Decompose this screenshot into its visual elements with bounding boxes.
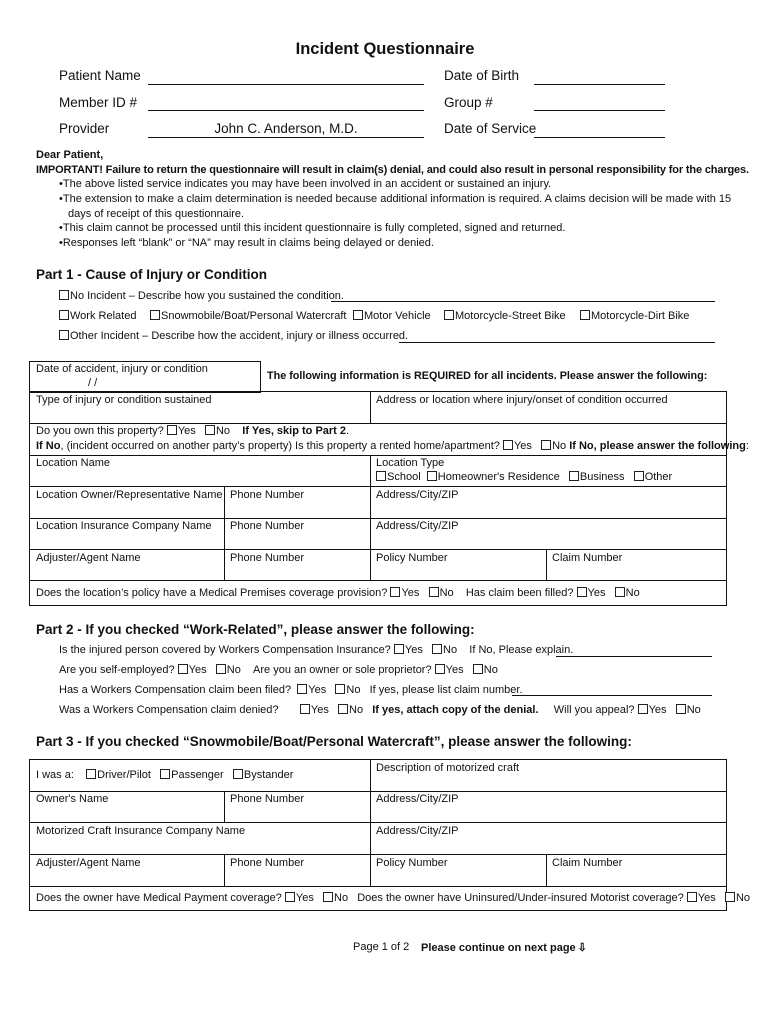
checkbox[interactable] bbox=[376, 471, 386, 481]
checkbox[interactable] bbox=[300, 704, 310, 714]
claim-denied-question: Was a Workers Compensation claim denied? Yes No If yes, attach copy of the denial. Will you appeal? Yes No bbox=[59, 704, 701, 716]
checkbox[interactable] bbox=[634, 471, 644, 481]
intro-bullet: •This claim cannot be processed until this incident questionnaire is fully completed, signed and returned. bbox=[59, 222, 566, 234]
page-number: Page 1 of 2 bbox=[353, 941, 410, 953]
checkbox[interactable] bbox=[86, 769, 96, 779]
checkbox[interactable] bbox=[338, 704, 348, 714]
no-incident-option[interactable]: No Incident – Describe how you sustained the condition. bbox=[59, 290, 344, 302]
page-title: Incident Questionnaire bbox=[295, 40, 475, 58]
option-motorcycle-street[interactable]: Motorcycle-Street Bike bbox=[444, 310, 566, 322]
divider bbox=[546, 854, 547, 886]
claim-number-label: Claim Number bbox=[552, 857, 623, 869]
member-id-label: Member ID # bbox=[59, 95, 138, 110]
checkbox[interactable] bbox=[59, 290, 69, 300]
rented-property-question: If No, (incident occurred on another party’s property) Is this property a rented home/apartment? Yes No If No, please answer the following: bbox=[36, 440, 749, 452]
owner-rep-label: Location Owner/Representative Name bbox=[36, 489, 223, 501]
option-motor-vehicle[interactable]: Motor Vehicle bbox=[353, 310, 431, 322]
continue-note: Please continue on next page ⇩ bbox=[421, 942, 587, 954]
checkbox[interactable] bbox=[59, 330, 69, 340]
checkbox[interactable] bbox=[577, 587, 587, 597]
checkbox[interactable] bbox=[160, 769, 170, 779]
checkbox[interactable] bbox=[427, 471, 437, 481]
checkbox[interactable] bbox=[725, 892, 735, 902]
down-arrow-icon: ⇩ bbox=[577, 942, 587, 954]
self-employed-question: Are you self-employed? Yes No Are you an owner or sole proprietor? Yes No bbox=[59, 664, 498, 676]
patient-name-label: Patient Name bbox=[59, 68, 141, 83]
address-label: Address/City/ZIP bbox=[376, 520, 459, 532]
part1-heading: Part 1 - Cause of Injury or Condition bbox=[36, 267, 268, 282]
location-type-label: Location Type bbox=[376, 457, 445, 469]
option-motorcycle-dirt[interactable]: Motorcycle-Dirt Bike bbox=[580, 310, 689, 322]
no-incident-description-field[interactable] bbox=[331, 301, 715, 302]
owner-name-label: Owner's Name bbox=[36, 793, 109, 805]
option-work-related[interactable]: Work Related bbox=[59, 310, 136, 322]
checkbox[interactable] bbox=[676, 704, 686, 714]
required-note: The following information is REQUIRED for all incidents. Please answer the following: bbox=[267, 370, 708, 382]
checkbox[interactable] bbox=[335, 684, 345, 694]
checkbox[interactable] bbox=[353, 310, 363, 320]
checkbox[interactable] bbox=[390, 587, 400, 597]
date-of-service-label: Date of Service bbox=[444, 121, 537, 136]
divider bbox=[29, 486, 727, 487]
checkbox[interactable] bbox=[432, 644, 442, 654]
divider bbox=[546, 549, 547, 580]
divider bbox=[29, 549, 727, 550]
checkbox[interactable] bbox=[473, 664, 483, 674]
part3-heading: Part 3 - If you checked “Snowmobile/Boat/Personal Watercraft”, please answer the following: bbox=[36, 734, 632, 749]
option-snowmobile[interactable]: Snowmobile/Boat/Personal Watercraft bbox=[150, 310, 346, 322]
own-property-question: Do you own this property? Yes No If Yes, skip to Part 2. bbox=[36, 425, 350, 437]
dob-label: Date of Birth bbox=[444, 68, 520, 83]
checkbox[interactable] bbox=[167, 425, 177, 435]
checkbox[interactable] bbox=[569, 471, 579, 481]
part2-heading: Part 2 - If you checked “Work-Related”, please answer the following: bbox=[36, 622, 475, 637]
divider bbox=[224, 486, 225, 580]
role-options: I was a: Driver/Pilot Passenger Bystander bbox=[36, 769, 294, 781]
checkbox[interactable] bbox=[150, 310, 160, 320]
phone-label: Phone Number bbox=[230, 793, 304, 805]
divider bbox=[29, 886, 727, 887]
patient-name-field[interactable] bbox=[148, 84, 424, 85]
address-label: Address/City/ZIP bbox=[376, 489, 459, 501]
divider bbox=[29, 822, 727, 823]
intro-bullet: •The extension to make a claim determination is needed because additional information is required. A claims decision will be made with 15 bbox=[59, 193, 732, 205]
coverage-question: Does the owner have Medical Payment coverage? Yes No Does the owner have Uninsured/Under-insured Motorist coverage? Yes No bbox=[36, 892, 750, 904]
provider-field[interactable]: John C. Anderson, M.D. bbox=[148, 121, 424, 138]
checkbox[interactable] bbox=[323, 892, 333, 902]
checkbox[interactable] bbox=[216, 664, 226, 674]
divider bbox=[224, 854, 225, 886]
divider bbox=[29, 791, 727, 792]
checkbox[interactable] bbox=[285, 892, 295, 902]
divider bbox=[29, 854, 727, 855]
checkbox[interactable] bbox=[59, 310, 69, 320]
claim-filed-question: Has a Workers Compensation claim been filed? Yes No If yes, please list claim number. bbox=[59, 684, 523, 696]
phone-label: Phone Number bbox=[230, 520, 304, 532]
phone-label: Phone Number bbox=[230, 552, 304, 564]
other-incident-option[interactable]: Other Incident – Describe how the accident, injury or illness occurred. bbox=[59, 330, 408, 342]
intro-bullet: •Responses left “blank” or “NA” may result in claims being delayed or denied. bbox=[59, 237, 434, 249]
other-incident-description-field[interactable] bbox=[399, 342, 715, 343]
craft-description-label: Description of motorized craft bbox=[376, 762, 520, 774]
craft-insurance-label: Motorized Craft Insurance Company Name bbox=[36, 825, 246, 837]
explain-field[interactable] bbox=[556, 656, 712, 657]
divider bbox=[29, 455, 370, 456]
checkbox[interactable] bbox=[541, 440, 551, 450]
divider bbox=[29, 518, 727, 519]
provider-label: Provider bbox=[59, 121, 110, 136]
location-name-label: Location Name bbox=[36, 457, 110, 469]
intro-bullet: days of receipt of this questionnaire. bbox=[68, 208, 245, 220]
salutation: Dear Patient, bbox=[36, 149, 104, 161]
checkbox[interactable] bbox=[429, 587, 439, 597]
checkbox[interactable] bbox=[233, 769, 243, 779]
intro-bullet: •The above listed service indicates you may have been involved in an accident or sustained an injury. bbox=[59, 178, 552, 190]
member-id-field[interactable] bbox=[148, 110, 424, 111]
group-field[interactable] bbox=[534, 110, 665, 111]
insurance-company-label: Location Insurance Company Name bbox=[36, 520, 212, 532]
divider bbox=[29, 580, 727, 581]
checkbox[interactable] bbox=[580, 310, 590, 320]
checkbox[interactable] bbox=[205, 425, 215, 435]
checkbox[interactable] bbox=[615, 587, 625, 597]
date-of-service-field[interactable] bbox=[534, 137, 665, 138]
phone-label: Phone Number bbox=[230, 489, 304, 501]
checkbox[interactable] bbox=[444, 310, 454, 320]
group-label: Group # bbox=[444, 95, 493, 110]
dob-field[interactable] bbox=[534, 84, 665, 85]
adjuster-label: Adjuster/Agent Name bbox=[36, 552, 141, 564]
date-slashes: / / bbox=[88, 377, 98, 389]
claim-number-field[interactable] bbox=[512, 695, 712, 696]
divider bbox=[29, 423, 727, 424]
checkbox[interactable] bbox=[687, 892, 697, 902]
important-notice: IMPORTANT! Failure to return the questionnaire will result in claim(s) denial, and could also result in personal responsibility for the charges. bbox=[36, 164, 749, 176]
injury-address-label: Address or location where injury/onset of condition occurred bbox=[376, 394, 668, 406]
checkbox[interactable] bbox=[435, 664, 445, 674]
checkbox[interactable] bbox=[638, 704, 648, 714]
checkbox[interactable] bbox=[503, 440, 513, 450]
adjuster-label: Adjuster/Agent Name bbox=[36, 857, 141, 869]
checkbox[interactable] bbox=[178, 664, 188, 674]
address-label: Address/City/ZIP bbox=[376, 793, 459, 805]
divider bbox=[370, 391, 371, 424]
premises-question: Does the location’s policy have a Medical Premises coverage provision? Yes No Has claim been filled? Yes No bbox=[36, 587, 640, 599]
phone-label: Phone Number bbox=[230, 857, 304, 869]
type-of-injury-label: Type of injury or condition sustained bbox=[36, 394, 212, 406]
checkbox[interactable] bbox=[297, 684, 307, 694]
policy-number-label: Policy Number bbox=[376, 552, 448, 564]
policy-number-label: Policy Number bbox=[376, 857, 448, 869]
divider bbox=[224, 791, 225, 822]
divider bbox=[370, 455, 727, 456]
address-label: Address/City/ZIP bbox=[376, 825, 459, 837]
location-type-options: School Homeowner's Residence Business Other bbox=[376, 471, 672, 483]
workers-comp-question: Is the injured person covered by Workers Compensation Insurance? Yes No If No, Please explain. bbox=[59, 644, 574, 656]
date-of-accident-label: Date of accident, injury or condition bbox=[36, 363, 208, 375]
checkbox[interactable] bbox=[394, 644, 404, 654]
claim-number-label: Claim Number bbox=[552, 552, 623, 564]
